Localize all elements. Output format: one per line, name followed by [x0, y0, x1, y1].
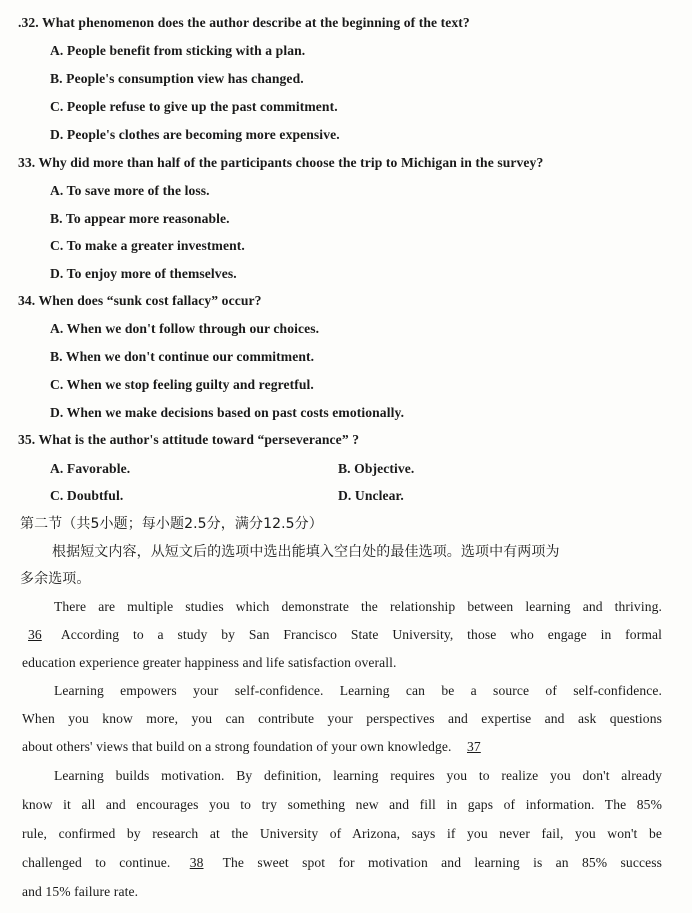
question-35-stem: 35. What is the author's attitude toward “perseverance” ? — [18, 432, 360, 447]
section-instruction-line-1: 根据短文内容，从短文后的选项中选出能填入空白处的最佳选项。选项中有两项为 — [52, 544, 560, 560]
question-33-option-d: D. To enjoy more of themselves. — [50, 266, 237, 281]
passage-p3-line-2: know it all and encourages you to try something new and fill in gaps of information. The 85% — [22, 797, 662, 812]
blank-38: 38 — [189, 855, 204, 870]
question-34-stem: 34. When does “sunk cost fallacy” occur? — [18, 293, 262, 308]
passage-p3-line-5: and 15% failure rate. — [22, 884, 139, 899]
passage-p3-line-1: Learning builds motivation. By definition, learning requires you to realize you don't already — [54, 768, 662, 783]
passage-p2-line-3 — [22, 738, 662, 756]
question-33-option-b: B. To appear more reasonable. — [50, 211, 230, 226]
question-32-option-d: D. People's clothes are becoming more expensive. — [50, 127, 340, 142]
question-33-stem: 33. Why did more than half of the participants choose the trip to Michigan in the survey? — [18, 155, 544, 170]
question-35-option-d: D. Unclear. — [338, 488, 404, 503]
passage-p1-line-1: There are multiple studies which demonstrate the relationship between learning and thriving. — [54, 599, 662, 614]
question-34-option-b: B. When we don't continue our commitment. — [50, 349, 315, 364]
question-34-option-a: A. When we don't follow through our choices. — [50, 321, 320, 336]
question-32-option-c: C. People refuse to give up the past commitment. — [50, 99, 338, 114]
question-32-option-a: A. People benefit from sticking with a plan. — [50, 43, 306, 58]
passage-p1-line-2 — [22, 626, 662, 644]
passage-p3-line-4-text-a: challenged to continue. — [22, 855, 171, 870]
passage-p1-line-2-text: According to a study by San Francisco State University, those who engage in formal — [60, 627, 663, 642]
question-35-option-b: B. Objective. — [338, 461, 415, 476]
passage-p3-line-4 — [22, 854, 662, 872]
question-33-option-a: A. To save more of the loss. — [50, 183, 210, 198]
question-34-option-c: C. When we stop feeling guilty and regretful. — [50, 377, 314, 392]
question-33-option-c: C. To make a greater investment. — [50, 238, 245, 253]
question-34-option-d: D. When we make decisions based on past costs emotionally. — [50, 405, 405, 420]
question-32-option-b: B. People's consumption view has changed. — [50, 71, 304, 86]
blank-36: 36 — [28, 627, 42, 642]
passage-p2-line-1: Learning empowers your self-confidence. Learning can be a source of self-confidence. — [54, 683, 662, 698]
question-32-stem: .32. What phenomenon does the author describe at the beginning of the text? — [18, 15, 470, 30]
passage-p2-line-2: When you know more, you can contribute your perspectives and expertise and ask questions — [22, 711, 662, 726]
section-heading: 第二节（共5小题；每小题2.5分，满分12.5分） — [20, 516, 323, 532]
blank-37: 37 — [467, 739, 481, 754]
passage-p2-line-3-text: about others' views that build on a strong foundation of your own knowledge. — [22, 739, 452, 754]
question-35-option-a: A. Favorable. — [50, 461, 131, 476]
question-35-option-c: C. Doubtful. — [50, 488, 124, 503]
passage-p1-line-3: education experience greater happiness and life satisfaction overall. — [22, 655, 397, 670]
passage-p3-line-4-text-b: The sweet spot for motivation and learning is an 85% success — [222, 855, 662, 870]
passage-p3-line-3: rule, confirmed by research at the University of Arizona, says if you never fail, you won't be — [22, 826, 662, 841]
section-instruction-line-2: 多余选项。 — [20, 571, 91, 587]
